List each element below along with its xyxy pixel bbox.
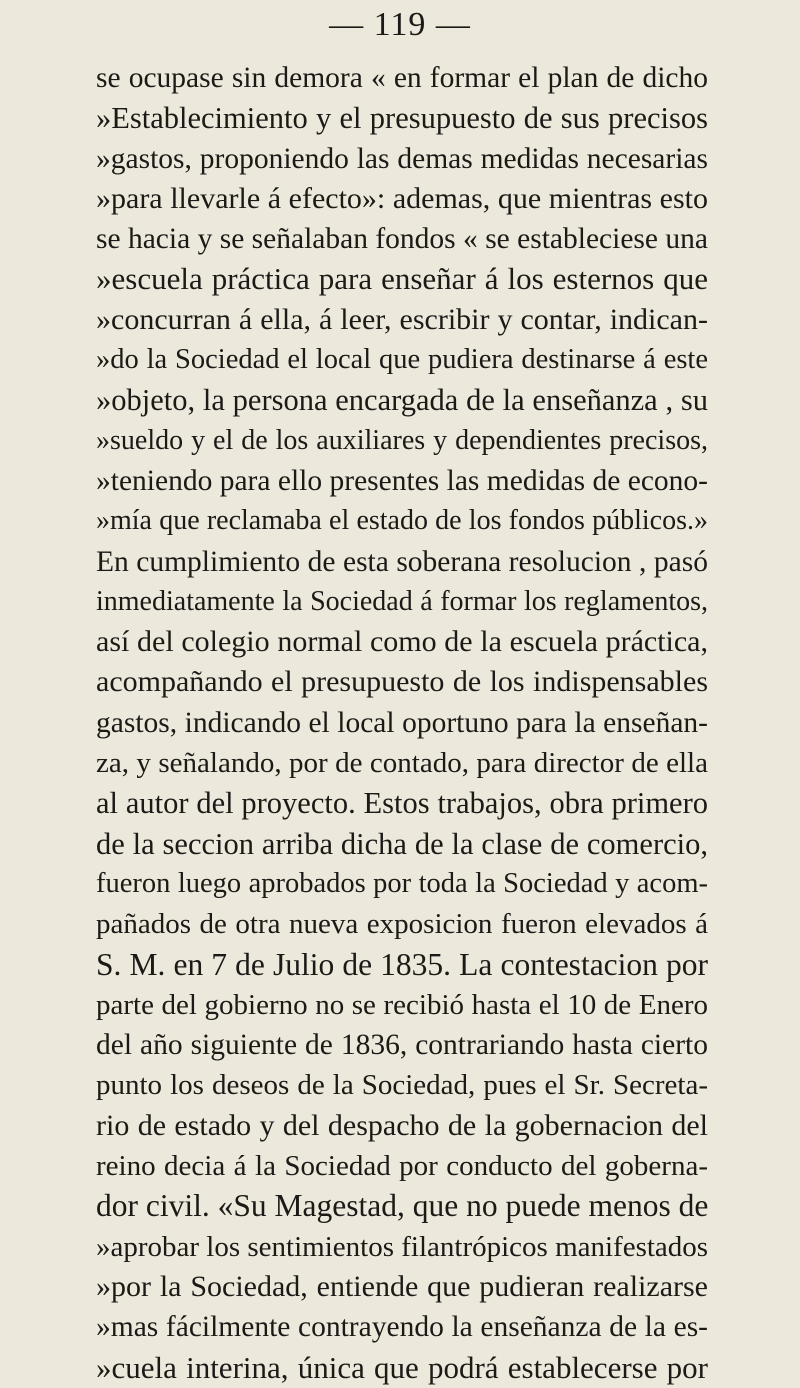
text-line: así del colegio normal como de la escuela práctica, [96, 625, 708, 659]
text-line: S. M. en 7 de Julio de 1835. La contestacion por [96, 946, 708, 982]
text-line: »do la Sociedad el local que pudiera destinarse á este [96, 344, 708, 376]
text-line: »Establecimiento y el presupuesto de sus precisos [96, 101, 708, 136]
text-line: »teniendo para ello presentes las medidas de econo- [96, 464, 708, 497]
text-line: acompañando el presupuesto de los indispensables [96, 665, 708, 699]
text-line: punto los deseos de la Sociedad, pues el Sr. Secreta- [96, 1069, 708, 1102]
text-line: »mas fácilmente contrayendo la enseñanza de la es- [96, 1311, 708, 1344]
text-line: se ocupase sin demora « en formar el plan de dicho [96, 62, 708, 94]
text-line: »concurran á ella, á leer, escribir y contar, indican- [96, 302, 708, 336]
text-line: »gastos, proponiendo las demas medidas necesarias [96, 142, 708, 175]
text-line: »por la Sociedad, entiende que pudieran realizarse [96, 1269, 708, 1303]
text-line: »cuela interina, única que podrá establecerse por [96, 1349, 708, 1385]
text-line: reino decia á la Sociedad por conducto del goberna- [96, 1150, 708, 1183]
text-line: »sueldo y el de los auxiliares y dependientes precisos, [96, 424, 708, 456]
page-number: — 119 — [329, 6, 471, 43]
text-line: se hacia y se señalaban fondos « se estableciese una [96, 223, 708, 256]
text-line: al autor del proyecto. Estos trabajos, obra primero [96, 786, 708, 821]
text-line: parte del gobierno no se recibió hasta el 10 de Enero [96, 988, 708, 1021]
text-line: »para llevarle á efecto»: ademas, que mientras esto [96, 181, 708, 215]
text-line: de la seccion arriba dicha de la clase de comercio, [96, 826, 708, 861]
text-line: gastos, indicando el local oportuno para la enseñan- [96, 706, 708, 739]
text-line: »mía que reclamaba el estado de los fondos públicos.» [96, 505, 708, 537]
text-line: inmediatamente la Sociedad á formar los reglamentos, [96, 585, 708, 617]
text-line: dor civil. «Su Magestad, que no puede menos de [96, 1188, 708, 1224]
text-line: pañados de otra nueva exposicion fueron elevados á [96, 908, 708, 941]
text-line: En cumplimiento de esta soberana resolucion , pasó [96, 545, 708, 578]
text-line: »aprobar los sentimientos filantrópicos manifestados [96, 1230, 708, 1263]
body-text [96, 58, 708, 1388]
text-line: »objeto, la persona encargada de la enseñanza , su [96, 383, 708, 418]
text-line: del año siguiente de 1836, contrariando hasta cierto [96, 1029, 708, 1062]
text-line: »escuela práctica para enseñar á los esternos que [96, 261, 708, 297]
text-line: fueron luego aprobados por toda la Sociedad y acom- [96, 867, 708, 899]
text-line: za, y señalando, por de contado, para director de ella [96, 747, 708, 780]
text-line: rio de estado y del despacho de la gobernacion del [96, 1108, 708, 1142]
